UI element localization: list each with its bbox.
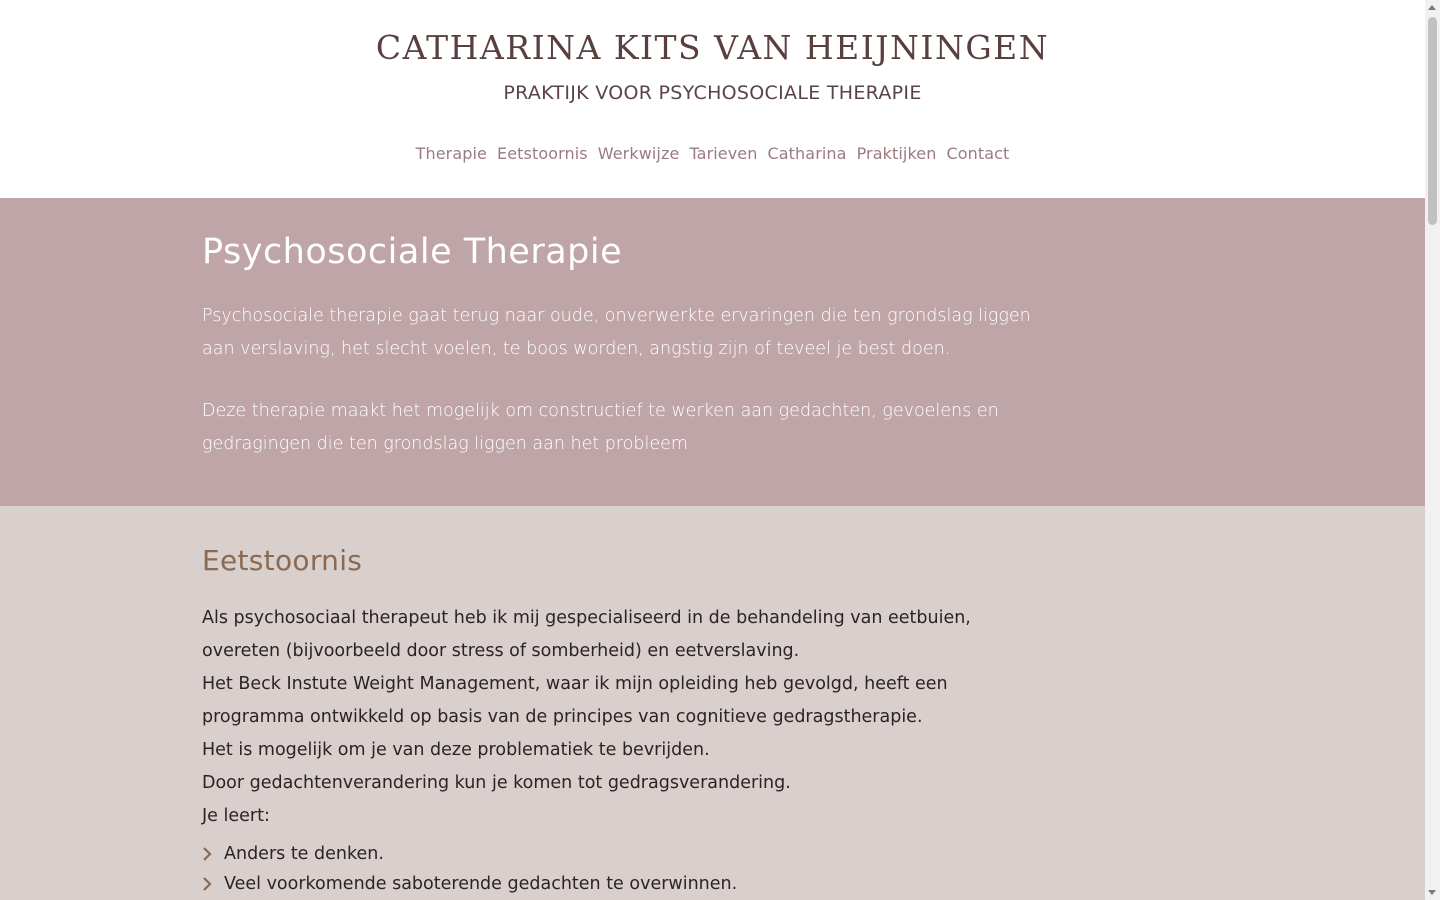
site-title[interactable]: CATHARINA KITS VAN HEIJNINGEN (375, 28, 1050, 67)
chevron-right-icon (202, 877, 224, 891)
site-subtitle: PRAKTIJK VOOR PSYCHOSOCIALE THERAPIE (503, 82, 922, 104)
section-heading: Psychosociale Therapie (202, 232, 623, 272)
therapy-section (0, 198, 1425, 506)
list-item-text: Anders te denken. (224, 844, 384, 864)
main-nav (0, 144, 1425, 163)
nav-item-tarieven[interactable]: Tarieven (689, 144, 758, 163)
chevron-right-icon (202, 847, 224, 861)
scroll-down-icon[interactable] (1428, 890, 1436, 895)
list-item (202, 869, 1062, 899)
learn-list (202, 839, 1062, 899)
list-item (202, 839, 1062, 869)
paragraph-line: Deze therapie maakt het mogelijk om constructief te werken aan gedachten, gevoelens en (202, 401, 999, 421)
nav-item-therapie[interactable]: Therapie (415, 144, 487, 163)
eating-disorder-content (202, 544, 1062, 899)
paragraph-line: Psychosociale therapie gaat terug naar oude, onverwerkte ervaringen die ten grondslag liggen (202, 306, 1031, 326)
body-line: programma ontwikkeld op basis van de principes van cognitieve gedragstherapie. (202, 707, 923, 727)
body-line: Het Beck Instute Weight Management, waar ik mijn opleiding heb gevolgd, heeft een (202, 674, 948, 694)
intro-paragraph (202, 395, 1062, 461)
body-line: Als psychosociaal therapeut heb ik mij gespecialiseerd in de behandeling van eetbuien, (202, 608, 971, 628)
nav-item-catharina[interactable]: Catharina (767, 144, 847, 163)
therapy-content (202, 232, 1062, 490)
site-header (0, 0, 1425, 198)
eating-disorder-section (0, 506, 1425, 900)
body-line: Het is mogelijk om je van deze problematiek te bevrijden. (202, 740, 710, 760)
body-line: overeten (bijvoorbeeld door stress of somberheid) en eetverslaving. (202, 641, 800, 661)
nav-item-praktijken[interactable]: Praktijken (856, 144, 937, 163)
scrollbar-thumb[interactable] (1428, 17, 1437, 225)
section-heading: Eetstoornis (202, 544, 363, 577)
body-line: Door gedachtenverandering kun je komen tot gedragsverandering. (202, 773, 791, 793)
intro-paragraph (202, 300, 1062, 366)
nav-item-werkwijze[interactable]: Werkwijze (597, 144, 680, 163)
paragraph-line: gedragingen die ten grondslag liggen aan het probleem (202, 434, 688, 454)
nav-item-contact[interactable]: Contact (946, 144, 1010, 163)
paragraph-line: aan verslaving, het slecht voelen, te boos worden, angstig zijn of teveel je best doen. (202, 339, 951, 359)
list-item-text: Veel voorkomende saboterende gedachten te overwinnen. (224, 874, 738, 894)
scroll-up-icon[interactable] (1428, 5, 1436, 10)
body-line: Je leert: (202, 806, 270, 826)
vertical-scrollbar[interactable] (1425, 0, 1440, 900)
nav-item-eetstoornis[interactable]: Eetstoornis (497, 144, 588, 163)
